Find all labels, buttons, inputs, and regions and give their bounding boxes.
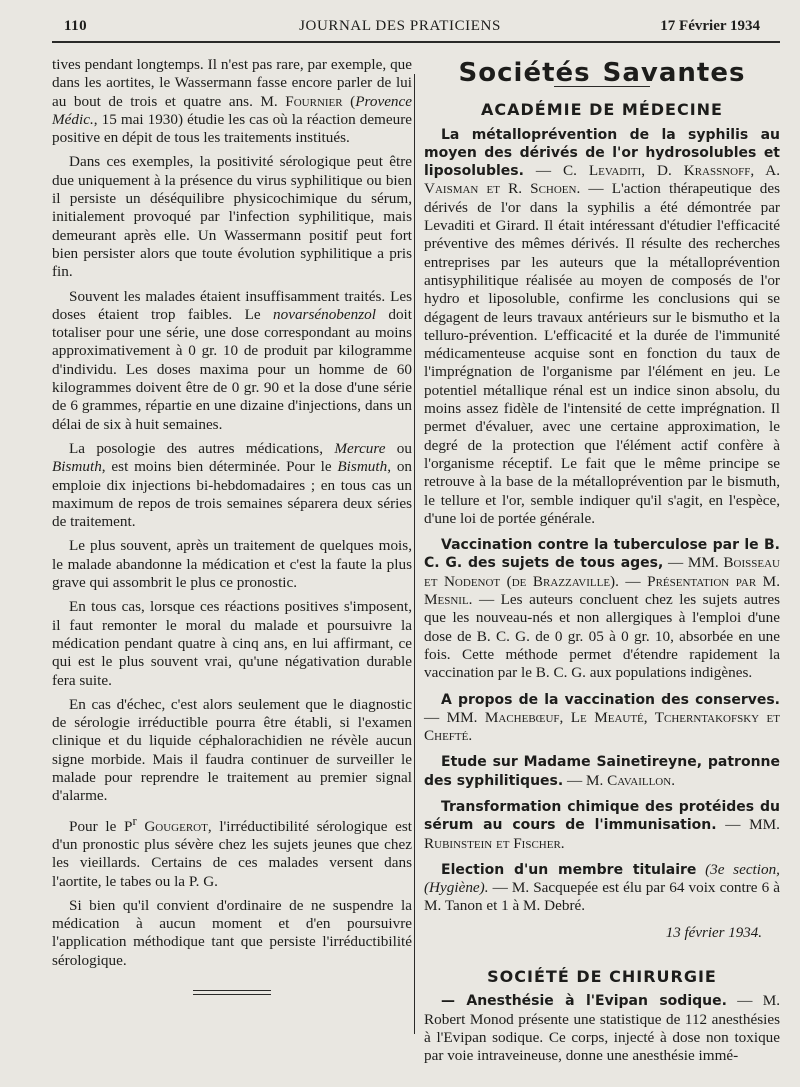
paragraph: Pour le $P^r$ Gougerot, l'irréductibilité sérologique est d'un pronostic plus sévère chez les sujets jeunes que chez les vieillards. Certains de ces malades versent dans l'aortite, le tabes ou la P. G. [52, 813, 412, 890]
report-entry [424, 753, 780, 790]
page-number: 110 [64, 18, 88, 34]
report-authors: — MM. Boisseau et Nodenot (de Brazzaville). — Présentation par M. Mesnil. [424, 554, 780, 609]
report-entry [424, 798, 780, 853]
session-date: 13 février 1934. [665, 924, 762, 941]
report-authors: — MM. Rubinstein et Fischer. [424, 816, 780, 852]
report-authors: — MM. Machebœuf, Le Meauté, Tcherntakofsky et Chefté. [424, 708, 780, 745]
journal-title: JOURNAL DES PRATICIENS [299, 18, 501, 34]
header-rule [52, 41, 780, 43]
paragraph: La posologie des autres médications, Mercure ou Bismuth, est moins bien déterminée. Pour le Bismuth, on emploie dix injections bi-hebdomadaires ; en tous cas un maximum de repos de trois semaines séparera deux séries de traitement. [52, 439, 413, 531]
report-entry: La métalloprévention de la syphilis au moyen des dérivés de l'or hydrosolubles et liposolubles. — C. Levaditi, D. Krassnoff, A. Vaisman et R. Schoen. — L'action thérapeutique des dérivés de l'or dans la syphilis a été démontrée par Levaditi et Girard. Il était intéressant d'étudier l'efficacité préventive des mêmes dérivés. Il résulte des recherches entreprises par les auteurs que la métalloprévention antisyphilitique réalisée au moyen de composés de l'or hydro et liposoluble, confirme les conclusions qui se dégagent de leurs travaux antérieurs sur le bismutho et la tellurо-prévention. L'efficacité et la durée de l'immunité médicamenteuse acquise sont en fonction du taux de l'imprégnation de l'organisme par l'élément en jeu. Le potentiel métallique rénal est un indice sinon absolu, du moins assez fidèle de l'intensité de cette imprégnation. Il permet d'évaluer, avec une certaine approximation, le degré de la protection que l'élément actif confère à l'organisme réceptif. Le fait que le même principe se retrouve à la base de la métalloprévention par le bismuth, le tellure et l'or, semble indiquer qu'il s'agit, en l'espèce, d'une loi de portée générale. [424, 126, 780, 527]
left-column [52, 56, 412, 995]
report-title: — Anesthésie à l'Evipan sodique. [441, 993, 727, 1010]
report-title: Vaccination contre la tuberculose par le B. C. G. des sujets de tous ages, [424, 537, 780, 572]
report-title: A propos de la vaccination des conserves. [441, 691, 780, 708]
paragraph: Dans ces exemples, la positivité sérologique peut être due uniquement à la présence du virus syphilitique ou bien il persiste un déséquilibre physicochimique du sérum, initialement provoqué par l'infection syphilitique, mais demeurant après elle. Un Wassermann positif peut fort bien persister alors que toute évolution syphilitique a pris fin. [52, 153, 412, 281]
report-title: Etude sur Madame Sainetireyne, patronne des syphilitiques. [424, 754, 780, 789]
page-header [0, 0, 800, 44]
author-name: Gougerot [144, 817, 208, 835]
journal-reference: Provence Médic. [52, 92, 413, 128]
report-authors: — C. Levaditi, D. Krassnoff, A. Vaisman et R. Schoen. [424, 162, 780, 198]
issue-date: 17 Février 1934 [660, 18, 760, 34]
report-authors: — M. Cavaillon. [563, 771, 675, 789]
paragraph: Le plus souvent, après un traitement de quelques mois, le malade abandonne la médication et c'est la faute la plus grave qui assombrit le plus ce pronostic. [52, 537, 412, 592]
report-entry [424, 691, 780, 746]
author-name: Fournier [285, 92, 343, 110]
report-entry: Vaccination contre la tuberculose par le B. C. G. des sujets de tous ages, — MM. Boisseau et Nodenot (de Brazzaville). — Présentation par M. Mesnil. — Les auteurs concluent chez les sujets autres que les nouveau-nés et non allergiques à l'emploi d'une dose de B. C. G. de 0 gr. 05 à 0 gr. 10, absorbée en une fois. Cette méthode permet d'étendre rapidement la vaccination par le B. C. G. aux populations indigènes. [424, 537, 780, 682]
paragraph: tives pendant longtemps. Il n'est pas rare, par exemple, que dans les aortites, le Wassermann fasse encore parler de lui au bout de trois et quatre ans. M. Fournier (Provence Médic., 15 mai 1930) étudie les cas où la réaction demeure positive en dépit de tous les traitements institués. [52, 56, 413, 147]
section-title: Sociétés Savantes [458, 58, 746, 88]
paragraph: En tous cas, lorsque ces réactions positives s'imposent, il faut remonter le moral du malade et poursuivre la médication pendant quatre à cinq ans, en lui affirmant, ce qui est le plus souvent vrai, qu'une négativation durable fera suite. [52, 598, 412, 689]
society-heading: SOCIÉTÉ DE CHIRURGIE [487, 967, 717, 987]
report-entry: — Anesthésie à l'Evipan sodique. — M. Robert Monod présente une statistique de 112 anesthésies à l'Evipan sodique. Ce corps, injecté à dose non toxique par voie intraveineuse, donne une anesthésie immé- [424, 992, 780, 1065]
report-title: Election d'un membre titulaire [441, 861, 697, 878]
paragraph: En cas d'échec, c'est alors seulement que le diagnostic de sérologie irréductible pourra être établi, si l'examen clinique et du liquide céphalorachidien ne révèle aucun signe morbide. Mais il faudra continuer de surveiller le malade pour reprendre le traitement au premier signal d'alarme. [52, 695, 412, 805]
report-title: Transformation chimique des protéides du sérum au cours de l'immunisation. [424, 798, 780, 834]
paragraph: Souvent les malades étaient insuffisamment traités. Les doses étaient trop faibles. Le novarsénobenzol doit totaliser pour une série, une dose correspondant au moins approximativement à 0 gr. 10 de produit par kilogramme d'individu. Les doses maxima pour un homme de 60 kilogrammes doivent être de 0 gr. 90 et la dose d'une série de 6 grammes, répartie en une dizaine d'injections, dans un délai de six à huit semaines. [52, 287, 412, 433]
report-entry: Election d'un membre titulaire (3e section, (Hygiène). — M. Sacquepée est élu par 64 voix contre 6 à M. Tanon et 1 à M. Debré. [424, 860, 780, 915]
paragraph: Si bien qu'il convient d'ordinaire de ne suspendre la médication à aucun moment et d'en poursuivre l'application méthodique tant que persiste l'irréductibilité sérologique. [52, 896, 412, 969]
right-column [424, 58, 780, 1074]
academy-heading: ACADÉMIE DE MÉDECINE [481, 100, 723, 120]
article-end-rule [193, 990, 271, 995]
column-divider [414, 74, 415, 1034]
report-title: La métalloprévention de la syphilis au moyen des dérivés de l'or hydrosolubles et liposolubles. [424, 126, 780, 180]
